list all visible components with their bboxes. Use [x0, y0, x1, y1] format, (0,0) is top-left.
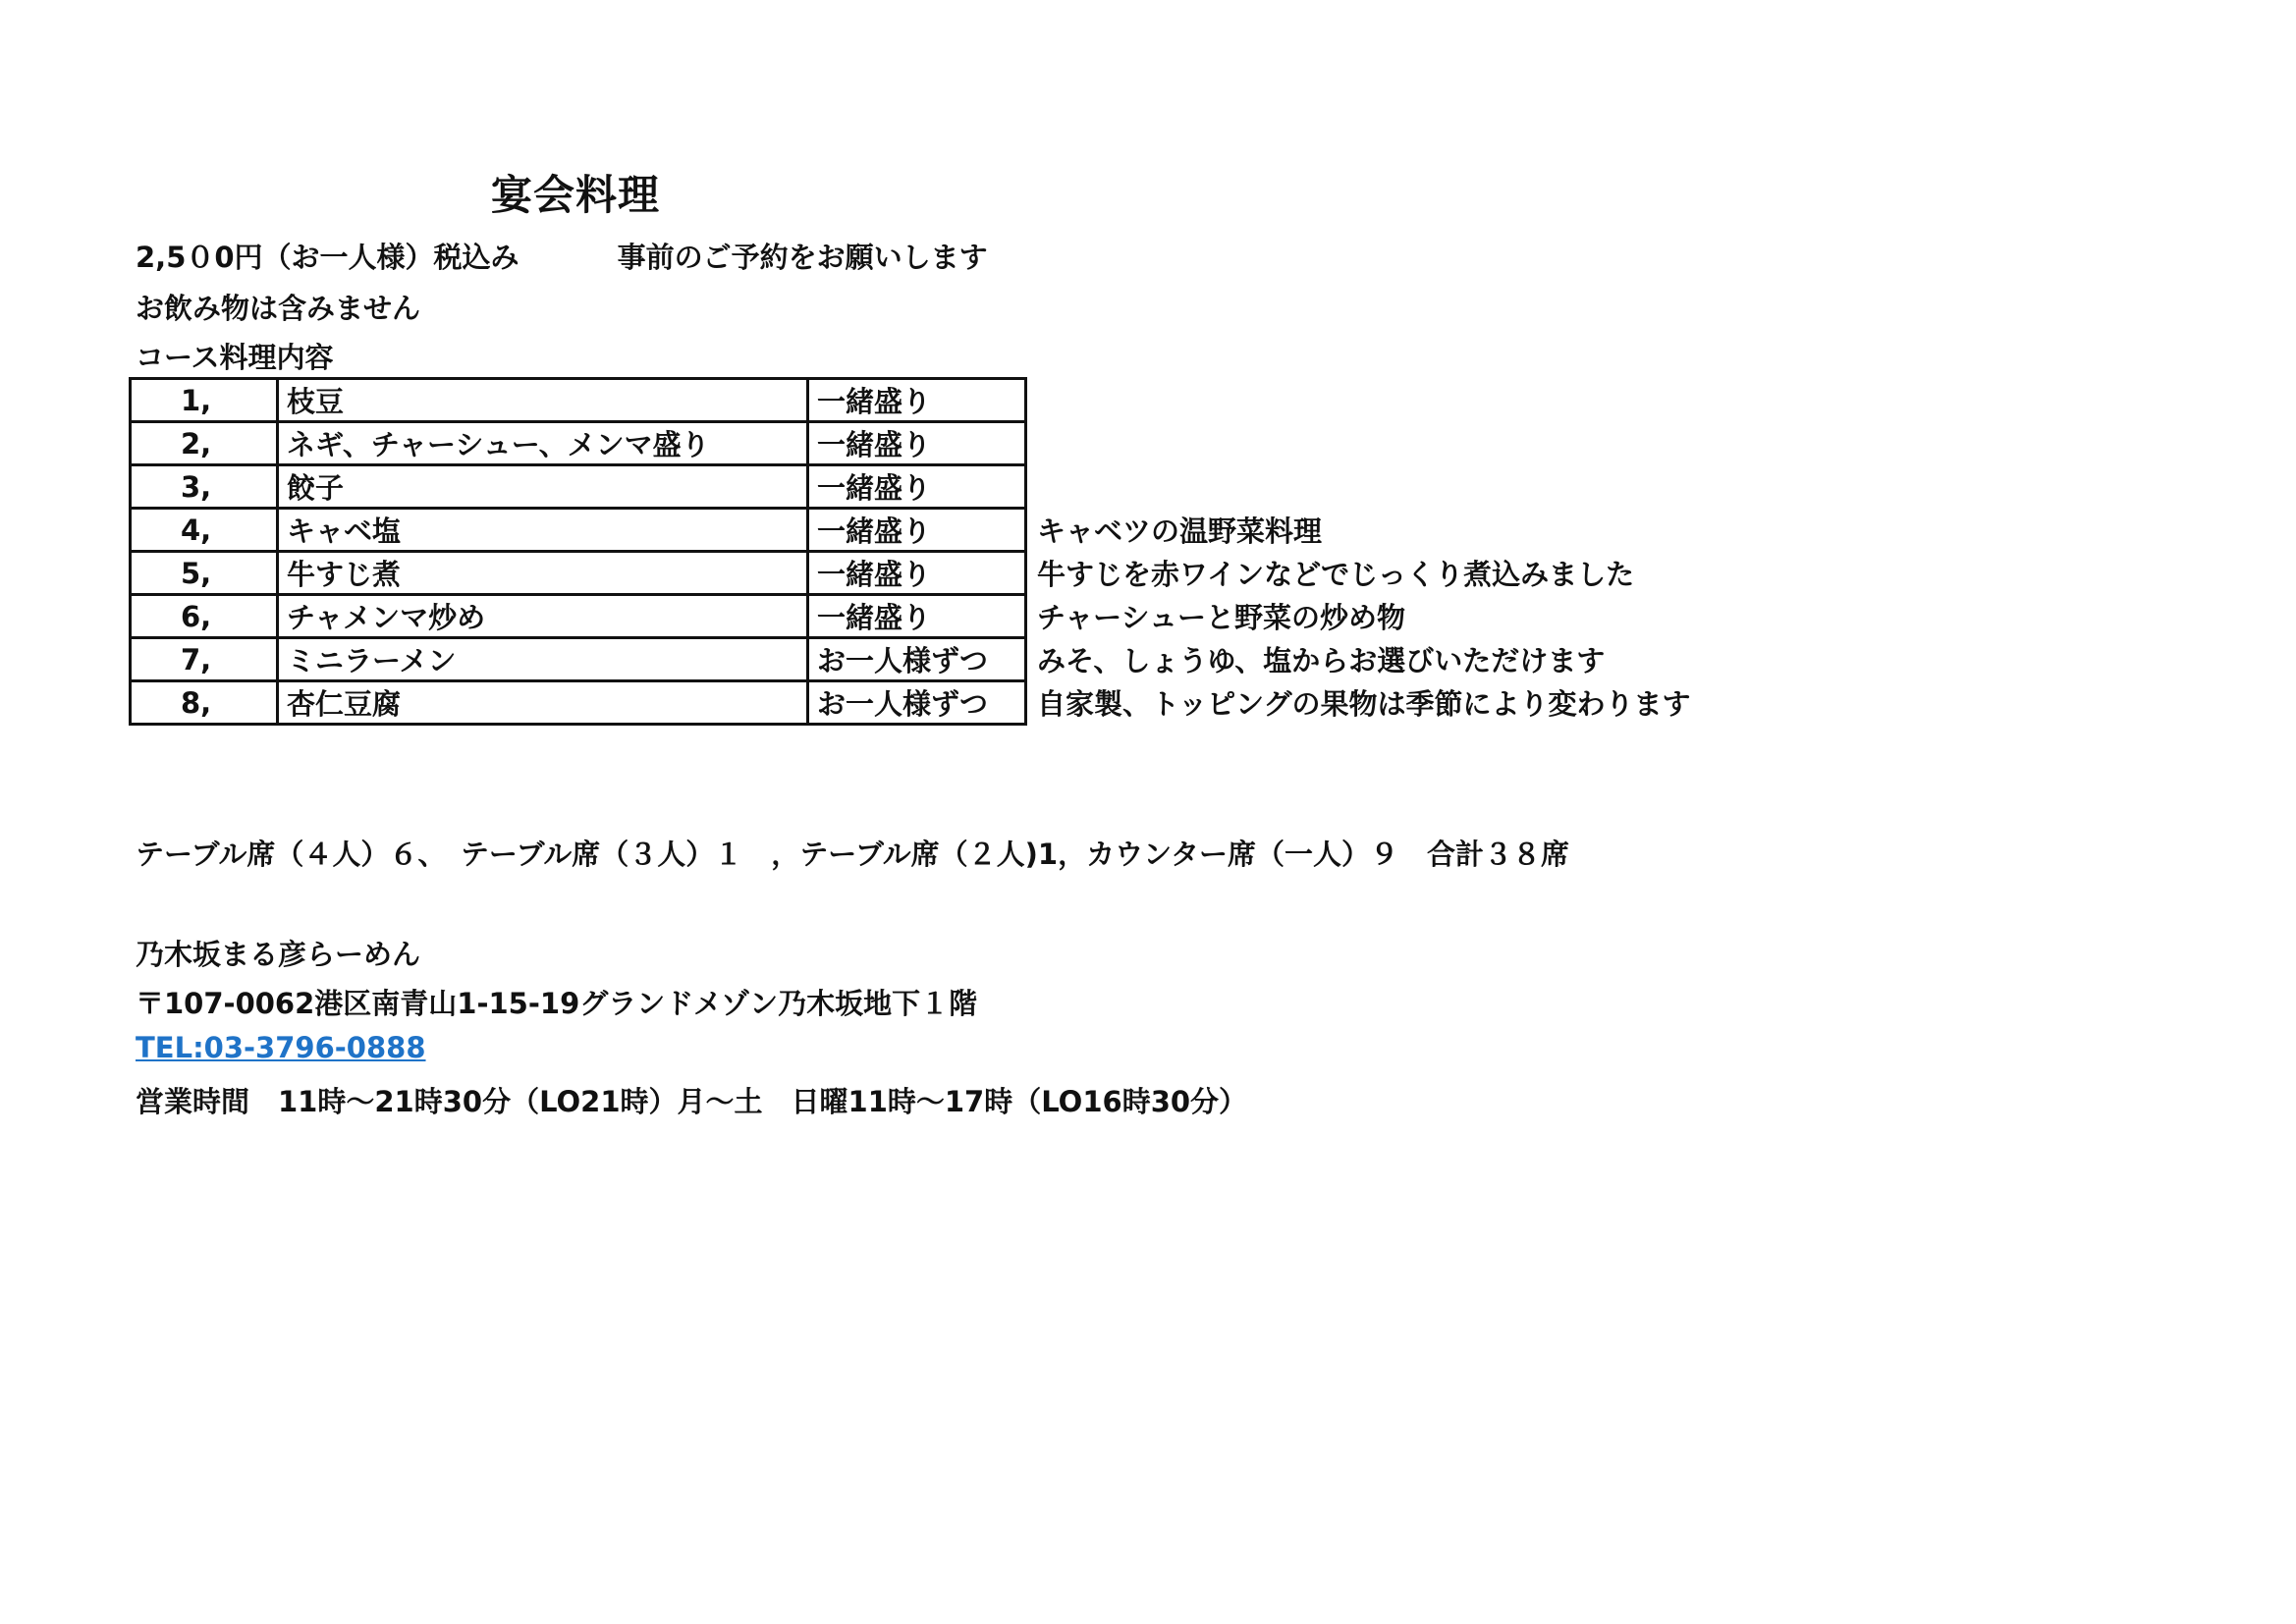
seating-info: テーブル席（４人）６、 テーブル席（３人）１ ，テーブル席（２人)1，カウンター席（一人）９ 合計３８席 [136, 838, 1569, 871]
price-line [136, 236, 988, 276]
dish-name: ミニラーメン [278, 638, 808, 681]
dish-name: ネギ、チャーシュー、メンマ盛り [278, 422, 808, 465]
shop-address: 〒107-0062港区南青山1-15-19グランドメゾン乃木坂地下１階 [136, 987, 978, 1020]
dish-note: 牛すじを赤ワインなどでじっくり煮込みました [1037, 558, 1635, 591]
course-heading: コース料理内容 [136, 341, 334, 374]
course-number: 8, [131, 681, 278, 725]
serving-style: 一緒盛り [808, 379, 1026, 422]
course-number: 2, [131, 422, 278, 465]
dish-name: 枝豆 [278, 379, 808, 422]
dish-note: 自家製、トッピングの果物は季節により変わります [1037, 687, 1691, 721]
course-number: 5, [131, 552, 278, 595]
dish-note [1026, 465, 1699, 509]
business-hours: 営業時間 11時～21時30分（LO21時）月～土 日曜11時～17時（LO16時30分） [136, 1085, 1248, 1118]
dish-name: チャメンマ炒め [278, 595, 808, 638]
table-row [131, 465, 1699, 509]
course-number: 1, [131, 379, 278, 422]
table-row [131, 681, 1699, 725]
dish-note [1026, 379, 1699, 422]
serving-style: 一緒盛り [808, 465, 1026, 509]
reservation-note: 事前のご予約をお願いします [617, 241, 988, 274]
serving-style: お一人様ずつ [808, 681, 1026, 725]
table-row [131, 509, 1699, 552]
table-row [131, 379, 1699, 422]
serving-style: 一緒盛り [808, 509, 1026, 552]
course-number: 6, [131, 595, 278, 638]
course-menu-table [129, 377, 1700, 726]
serving-style: お一人様ずつ [808, 638, 1026, 681]
course-number: 4, [131, 509, 278, 552]
serving-style: 一緒盛り [808, 422, 1026, 465]
price-text: 2,5０0円（お一人様）税込み [136, 241, 519, 274]
dish-note: キャベツの温野菜料理 [1037, 514, 1323, 548]
table-row [131, 552, 1699, 595]
dish-note [1026, 422, 1699, 465]
page-title: 宴会料理 [491, 171, 661, 219]
dish-note: チャーシューと野菜の炒め物 [1037, 601, 1405, 634]
dish-name: 牛すじ煮 [278, 552, 808, 595]
dish-note: みそ、しょうゆ、塩からお選びいただけます [1037, 644, 1606, 677]
dish-name: 餃子 [278, 465, 808, 509]
serving-style: 一緒盛り [808, 595, 1026, 638]
table-row [131, 595, 1699, 638]
shop-name: 乃木坂まる彦らーめん [136, 938, 421, 971]
dish-name: キャベ塩 [278, 509, 808, 552]
drinks-note: お飲み物は含みません [136, 292, 421, 325]
phone-link[interactable]: TEL:03-3796-0888 [136, 1031, 426, 1064]
table-row [131, 638, 1699, 681]
dish-name: 杏仁豆腐 [278, 681, 808, 725]
course-number: 3, [131, 465, 278, 509]
table-row [131, 422, 1699, 465]
serving-style: 一緒盛り [808, 552, 1026, 595]
course-number: 7, [131, 638, 278, 681]
